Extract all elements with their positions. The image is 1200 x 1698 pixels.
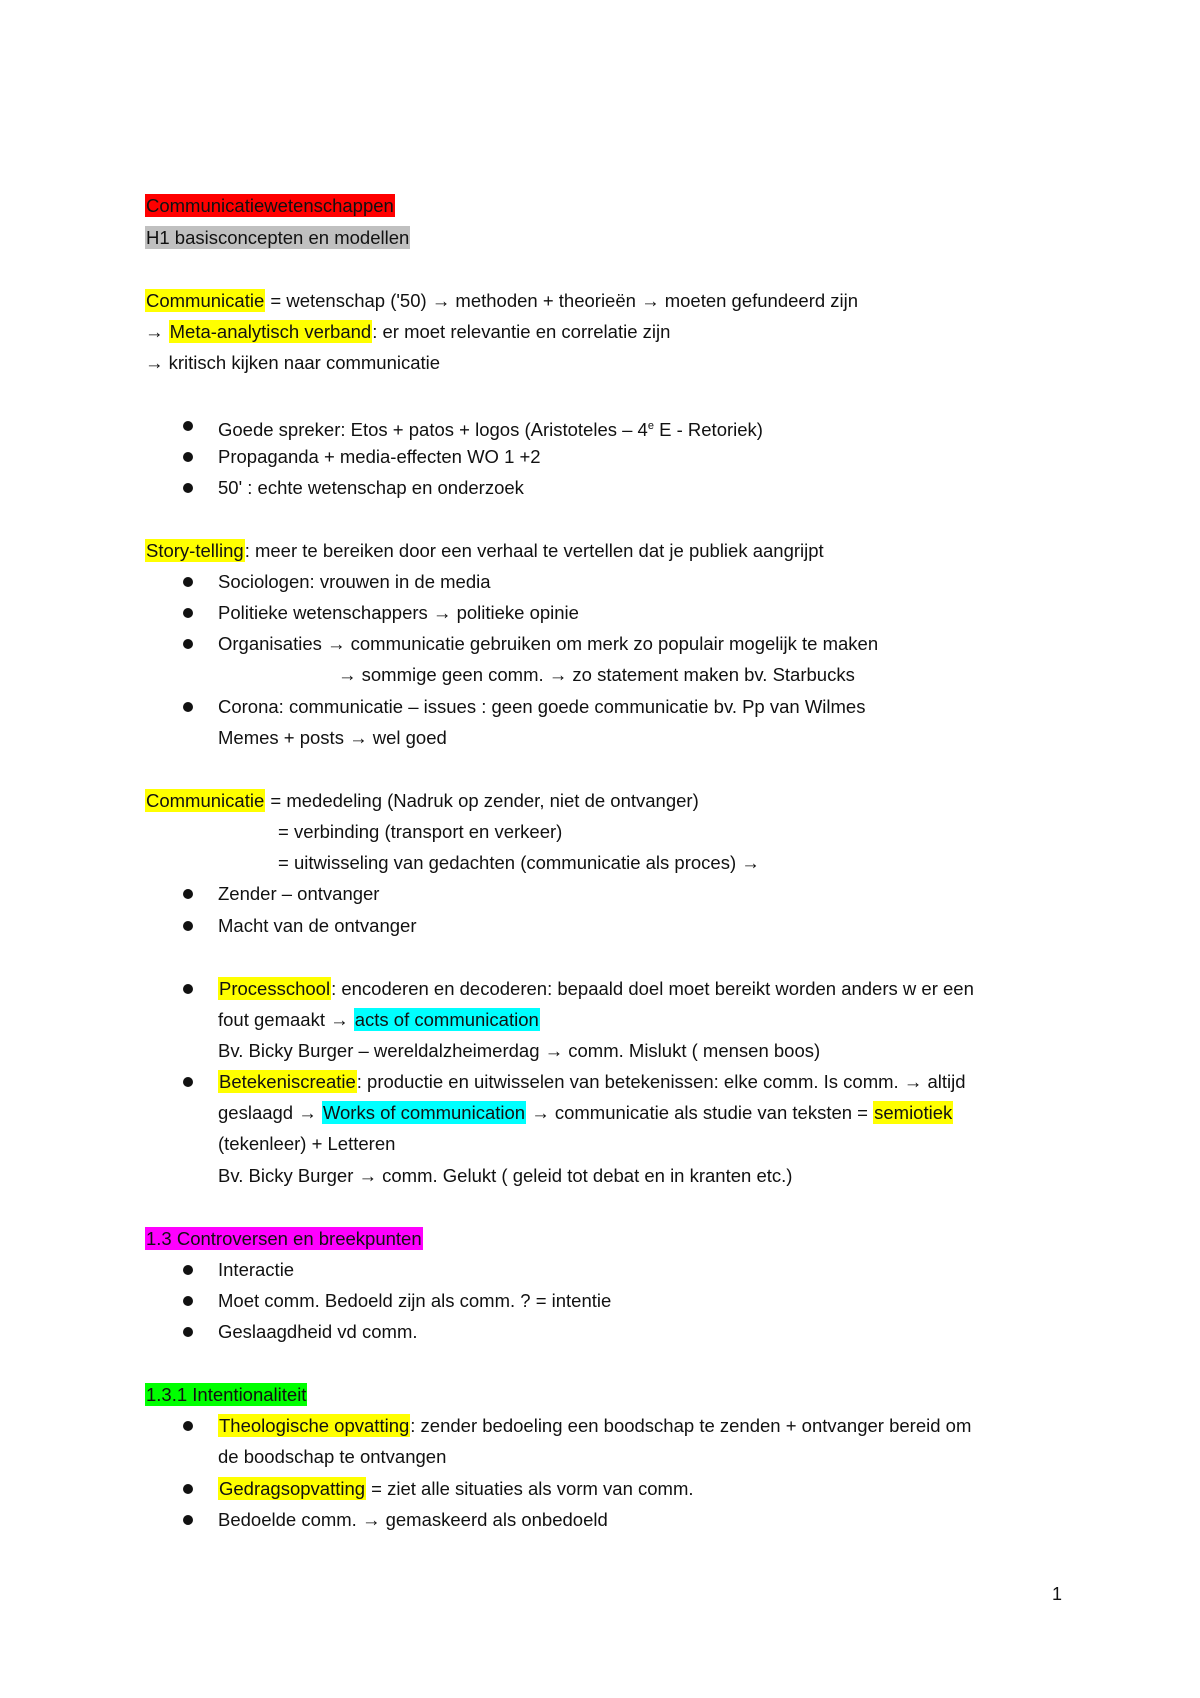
bullet-text: Goede spreker: Etos + patos + logos (Aristoteles – 4: [218, 419, 648, 441]
definition-continuation: = verbinding (transport en verkeer): [278, 821, 563, 842]
bullet-text: = ziet alle situaties als vorm van comm.: [366, 1478, 694, 1499]
term-highlight: Communicatie: [146, 290, 265, 311]
bullet-dot: [183, 577, 193, 587]
definition-line: [145, 288, 858, 314]
bullet-text: fout gemaakt →: [218, 1009, 354, 1030]
definition-continuation: = uitwisseling van gedachten (communicatie als proces) →: [278, 852, 760, 873]
bullet-dot: [183, 889, 193, 899]
bullet-dot: [183, 1484, 193, 1494]
bullet-item: [218, 1413, 971, 1439]
section-heading: [145, 1382, 307, 1408]
bullet-item: [218, 413, 763, 439]
bullet-item: [218, 976, 974, 1002]
bullet-dot: [183, 702, 193, 712]
definition-text: = wetenschap ('50) → methoden + theorieën → moeten gefundeerd zijn: [265, 290, 859, 311]
bullet-item: [218, 1476, 694, 1502]
superscript: e: [647, 420, 654, 432]
document-title: [145, 193, 395, 219]
bullet-item: Propaganda + media-effecten WO 1 +2: [218, 446, 541, 467]
term-highlight: Theologische opvatting: [219, 1415, 410, 1436]
bullet-dot: [183, 1296, 193, 1306]
bullet-continuation: Bv. Bicky Burger – wereldalzheimerdag → comm. Mislukt ( mensen boos): [218, 1040, 821, 1061]
term-highlight: Meta-analytisch verband: [169, 321, 372, 342]
bullet-continuation: [218, 1100, 953, 1126]
bullet-text: → communicatie als studie van teksten =: [526, 1102, 874, 1123]
term-highlight: Betekeniscreatie: [219, 1071, 356, 1092]
definition-line: [145, 319, 670, 345]
page-number: 1: [1052, 1584, 1063, 1604]
bullet-item: Politieke wetenschappers → politieke opinie: [218, 602, 579, 623]
bullet-item: [218, 1069, 966, 1095]
term-highlight: Works of communication: [322, 1102, 526, 1123]
term-highlight: Processchool: [219, 978, 331, 999]
bullet-dot: [183, 1077, 193, 1087]
bullet-continuation: → sommige geen comm. → zo statement maken bv. Starbucks: [338, 664, 855, 685]
bullet-text: : zender bedoeling een boodschap te zenden + ontvanger bereid om: [410, 1415, 972, 1436]
bullet-dot: [183, 483, 193, 493]
definition-line: [145, 538, 824, 564]
definition-text: = mededeling (Nadruk op zender, niet de ontvanger): [265, 790, 699, 811]
bullet-continuation: de boodschap te ontvangen: [218, 1446, 447, 1467]
heading-highlight: 1.3 Controversen en breekpunten: [146, 1228, 422, 1249]
term-highlight: Communicatie: [146, 790, 265, 811]
bullet-dot: [183, 1515, 193, 1525]
bullet-item: Interactie: [218, 1259, 295, 1280]
chapter-heading: [145, 225, 410, 251]
bullet-item: Zender – ontvanger: [218, 883, 380, 904]
bullet-dot: [183, 608, 193, 618]
bullet-dot: [183, 452, 193, 462]
bullet-dot: [183, 1327, 193, 1337]
bullet-item: Sociologen: vrouwen in de media: [218, 571, 491, 592]
bullet-text: : encoderen en decoderen: bepaald doel moet bereikt worden anders w er een: [331, 978, 974, 999]
arrow-text: →: [145, 321, 169, 342]
bullet-item: Bedoelde comm. → gemaskeerd als onbedoeld: [218, 1509, 608, 1530]
bullet-item: Geslaagdheid vd comm.: [218, 1321, 418, 1342]
term-highlight: semiotiek: [874, 1102, 953, 1123]
bullet-continuation: Bv. Bicky Burger → comm. Gelukt ( geleid tot debat en in kranten etc.): [218, 1165, 793, 1186]
heading-highlight: 1.3.1 Intentionaliteit: [146, 1384, 307, 1405]
definition-text: : er moet relevantie en correlatie zijn: [372, 321, 671, 342]
bullet-item: Corona: communicatie – issues : geen goede communicatie bv. Pp van Wilmes: [218, 696, 866, 717]
bullet-continuation: (tekenleer) + Letteren: [218, 1133, 396, 1154]
bullet-continuation: Memes + posts → wel goed: [218, 727, 447, 748]
bullet-dot: [183, 421, 193, 431]
bullet-continuation: [218, 1007, 540, 1033]
text-line: → kritisch kijken naar communicatie: [145, 352, 441, 373]
title-highlight: Communicatiewetenschappen: [146, 195, 394, 216]
definition-line: [145, 788, 699, 814]
term-highlight: Gedragsopvatting: [219, 1478, 366, 1499]
bullet-dot: [183, 1421, 193, 1431]
bullet-dot: [183, 921, 193, 931]
section-heading: [145, 1226, 423, 1252]
bullet-text: : productie en uitwisselen van betekenissen: elke comm. Is comm. → altijd: [356, 1071, 966, 1092]
bullet-item: Moet comm. Bedoeld zijn als comm. ? = intentie: [218, 1290, 612, 1311]
bullet-dot: [183, 984, 193, 994]
term-highlight: Story-telling: [146, 540, 244, 561]
bullet-dot: [183, 1265, 193, 1275]
bullet-item: Organisaties → communicatie gebruiken om merk zo populair mogelijk te maken: [218, 633, 879, 654]
chapter-highlight: H1 basisconcepten en modellen: [146, 227, 410, 248]
bullet-dot: [183, 639, 193, 649]
term-highlight: acts of communication: [354, 1009, 539, 1030]
bullet-item: 50' : echte wetenschap en onderzoek: [218, 477, 524, 498]
bullet-item: Macht van de ontvanger: [218, 915, 417, 936]
bullet-text: geslaagd →: [218, 1102, 322, 1123]
bullet-text: E - Retoriek): [653, 419, 763, 441]
definition-text: : meer te bereiken door een verhaal te vertellen dat je publiek aangrijpt: [244, 540, 824, 561]
